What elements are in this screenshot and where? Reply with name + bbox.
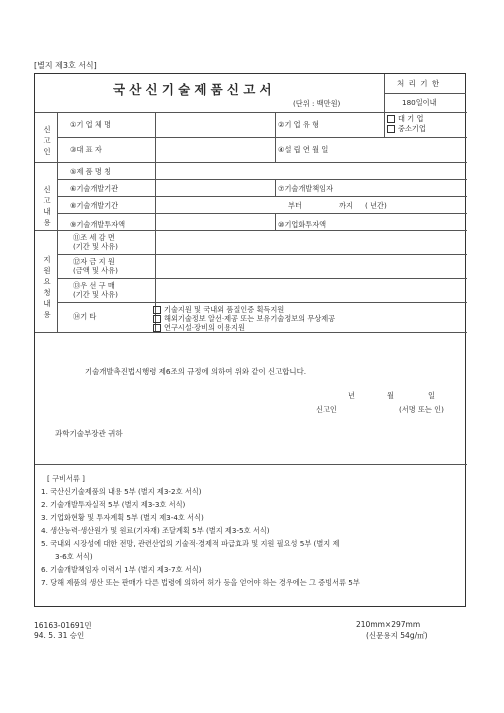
period-years: ( 년간)	[365, 201, 387, 210]
footer-paper: (신문용지 54g/㎡)	[366, 631, 428, 640]
section-support: 지원요청내용	[43, 255, 51, 319]
processing-value: 180일이내	[402, 98, 437, 107]
option-large[interactable]: 대 기 업	[387, 115, 423, 123]
representative-label: ③대 표 자	[70, 145, 102, 154]
etc-option-1[interactable]: 기술지원 및 국내외 품질인증 획득지원	[153, 306, 284, 314]
document-item: 3. 기업화현황 및 투자계획 5부 (별지 제3-4호 서식)	[41, 513, 204, 522]
product-label: ⑤제 품 명 칭	[70, 167, 112, 176]
etc-option-3[interactable]: 연구시설·장비의 이용지원	[153, 324, 245, 332]
addressee: 과학기술부장관 귀하	[55, 429, 123, 438]
date-day: 일	[428, 391, 435, 400]
document-item: 5. 국내외 시장성에 대한 전망, 관련산업의 기술적·경제적 파급효과 및 지원 필요성 5부 (별지 제	[41, 539, 340, 548]
unit-note: (단위 : 백만원)	[293, 99, 341, 108]
checkbox-icon[interactable]	[153, 315, 161, 323]
processing-label: 처 리 기 한	[397, 79, 441, 88]
document-item: 4. 생산능력·생산원가 및 원료(기자재) 조달계획 5부 (별지 제3-5호 서식)	[41, 526, 270, 535]
section-content: 신고내용	[43, 185, 51, 227]
section-reporter: 신고인	[43, 125, 51, 156]
document-item: 3-6호 서식)	[55, 552, 93, 561]
report-form	[34, 73, 466, 607]
dev-investment-label: ⑨기술개발투자액	[70, 220, 126, 229]
option-sme[interactable]: 중소기업	[387, 125, 426, 133]
checkbox-icon[interactable]	[387, 125, 395, 133]
documents-header: [ 구비서류 ]	[47, 474, 85, 483]
company-name-label: ①기 업 체 명	[70, 120, 112, 129]
signer-label: 신고인	[316, 405, 337, 414]
form-title: 국산신기술제품신고서	[113, 82, 276, 97]
signer-sign: (서명 또는 인)	[399, 405, 444, 414]
date-month: 월	[387, 391, 394, 400]
footer-size: 210mm×297mm	[356, 620, 421, 629]
fund-sub: (금액 및 사유)	[73, 266, 118, 275]
checkbox-icon[interactable]	[153, 324, 161, 332]
dev-agency-label: ⑥기술개발기관	[70, 184, 119, 193]
date-year: 년	[348, 391, 355, 400]
purchase-label: ⑬우 선 구 매	[73, 281, 115, 290]
etc-option-2[interactable]: 해외기술정보 알선·제공 또는 보유기술정보의 무상제공	[153, 315, 335, 323]
document-item: 7. 당해 제품의 생산 또는 판매가 다른 법령에 의하여 허가 등을 얻어야 하는 경우에는 그 증빙서류 5부	[41, 578, 360, 587]
dev-period-label: ⑧기술개발기간	[70, 201, 119, 210]
document-item: 6. 기술개발책임자 이력서 1부 (별지 제3-7호 서식)	[41, 565, 202, 574]
period-to: 까지	[339, 201, 353, 210]
form-code: [별지 제3호 서식]	[34, 61, 97, 70]
period-from: 부터	[288, 201, 302, 210]
established-label: ④설 립 연 월 일	[278, 145, 329, 154]
dev-manager-label: ⑦기술개발책임자	[278, 184, 334, 193]
footer-code: 16163-01691민	[34, 621, 92, 630]
etc-label: ⑭기 타	[73, 312, 97, 321]
tax-label: ⑪조 세 감 면	[73, 233, 115, 242]
declaration-text: 기술개발촉진법시행령 제6조의 규정에 의하여 위와 같이 신고합니다.	[85, 367, 307, 376]
company-type-label: ②기 업 유 형	[278, 120, 320, 129]
document-item: 1. 국산신기술제품의 내용 5부 (별지 제3-2호 서식)	[41, 487, 202, 496]
document-item: 2. 기술개발투자실적 5부 (별지 제3-3호 서식)	[41, 500, 186, 509]
footer-approved: 94. 5. 31 승인	[34, 631, 85, 640]
tax-sub: (기간 및 사유)	[73, 242, 118, 251]
comm-investment-label: ⑩기업화투자액	[278, 220, 327, 229]
fund-label: ⑫자 금 지 원	[73, 257, 115, 266]
checkbox-icon[interactable]	[387, 115, 395, 123]
purchase-sub: (기간 및 사유)	[73, 290, 118, 299]
checkbox-icon[interactable]	[153, 306, 161, 314]
